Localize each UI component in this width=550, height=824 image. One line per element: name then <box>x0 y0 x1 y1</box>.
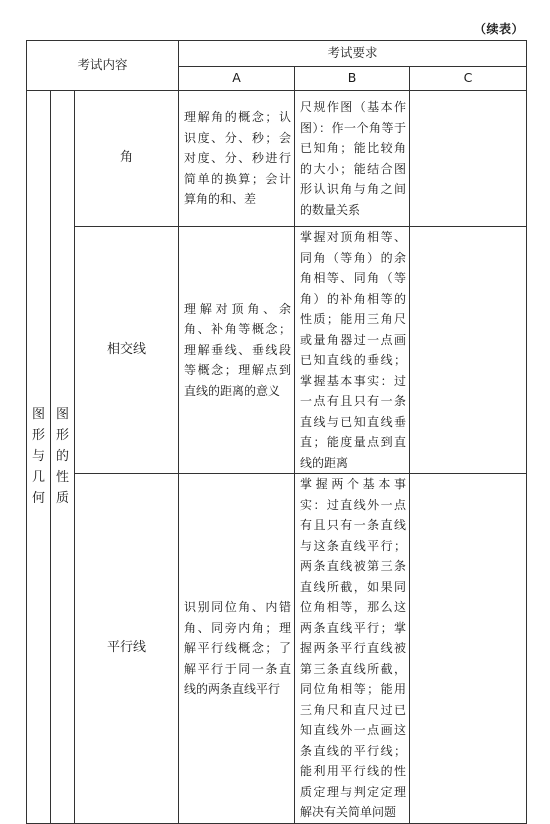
header-content: 考试内容 <box>27 41 179 91</box>
domain-label: 图形与几何 <box>31 407 45 507</box>
topic-parallel-lines: 平行线 <box>75 474 179 824</box>
row-parallel-b-text: 掌握两个基本事实：过直线外一点有且只有一条直线与这条直线平行；两条直线被第三条直线所截，如果同位角相等，那么这两条直线平行；掌握两条平行直线被第三条直线所截，同位角相等；能用三角尺和直尺过已知直线外一点画这条直线的平行线；能利用平行线的性质定理与判定定理解决有关简单问题 <box>300 477 407 819</box>
header-col-a: A <box>179 67 295 91</box>
row-angle-b-text: 尺规作图（基本作图）：作一个角等于已知角；能比较角的大小；能结合图形认识角与角之间的数量关系 <box>300 100 407 217</box>
row-intersecting-a-text: 理解对顶角、余角、补角等概念；理解垂线、垂线段等概念；理解点到直线的距离的意义 <box>184 301 292 398</box>
row-angle-c <box>410 91 527 227</box>
continued-label: （续表） <box>473 22 524 36</box>
exam-requirements-table <box>26 40 527 824</box>
header-col-b: B <box>295 67 410 91</box>
row-intersecting-b <box>295 227 410 474</box>
row-angle-a-text: 理解角的概念；认识度、分、秒；会对度、分、秒进行简单的换算；会计算角的和、差 <box>184 110 292 207</box>
row-parallel-c <box>410 474 527 824</box>
row-angle-a <box>179 91 295 227</box>
row-intersecting-b-text: 掌握对顶角相等、同角（等角）的余角相等、同角（等角）的补角相等的性质；能用三角尺或量角器过一点画已知直线的垂线；掌握基本事实：过一点有且只有一条直线与已知直线垂直；能度量点到直线的距离 <box>300 230 407 470</box>
row-parallel-b <box>295 474 410 824</box>
row-parallel-a <box>179 474 295 824</box>
header-col-c: C <box>410 67 527 91</box>
subdomain-label: 图形的性质 <box>55 407 69 507</box>
row-parallel-a-text: 识别同位角、内错角、同旁内角；理解平行线概念；了解平行于同一条直线的两条直线平行 <box>184 600 292 696</box>
subdomain-cell <box>51 91 75 824</box>
domain-cell <box>27 91 51 824</box>
topic-angle: 角 <box>75 91 179 227</box>
header-requirements: 考试要求 <box>179 41 527 67</box>
row-intersecting-c <box>410 227 527 474</box>
row-angle-b <box>295 91 410 227</box>
row-intersecting-a <box>179 227 295 474</box>
topic-intersecting-lines: 相交线 <box>75 227 179 474</box>
